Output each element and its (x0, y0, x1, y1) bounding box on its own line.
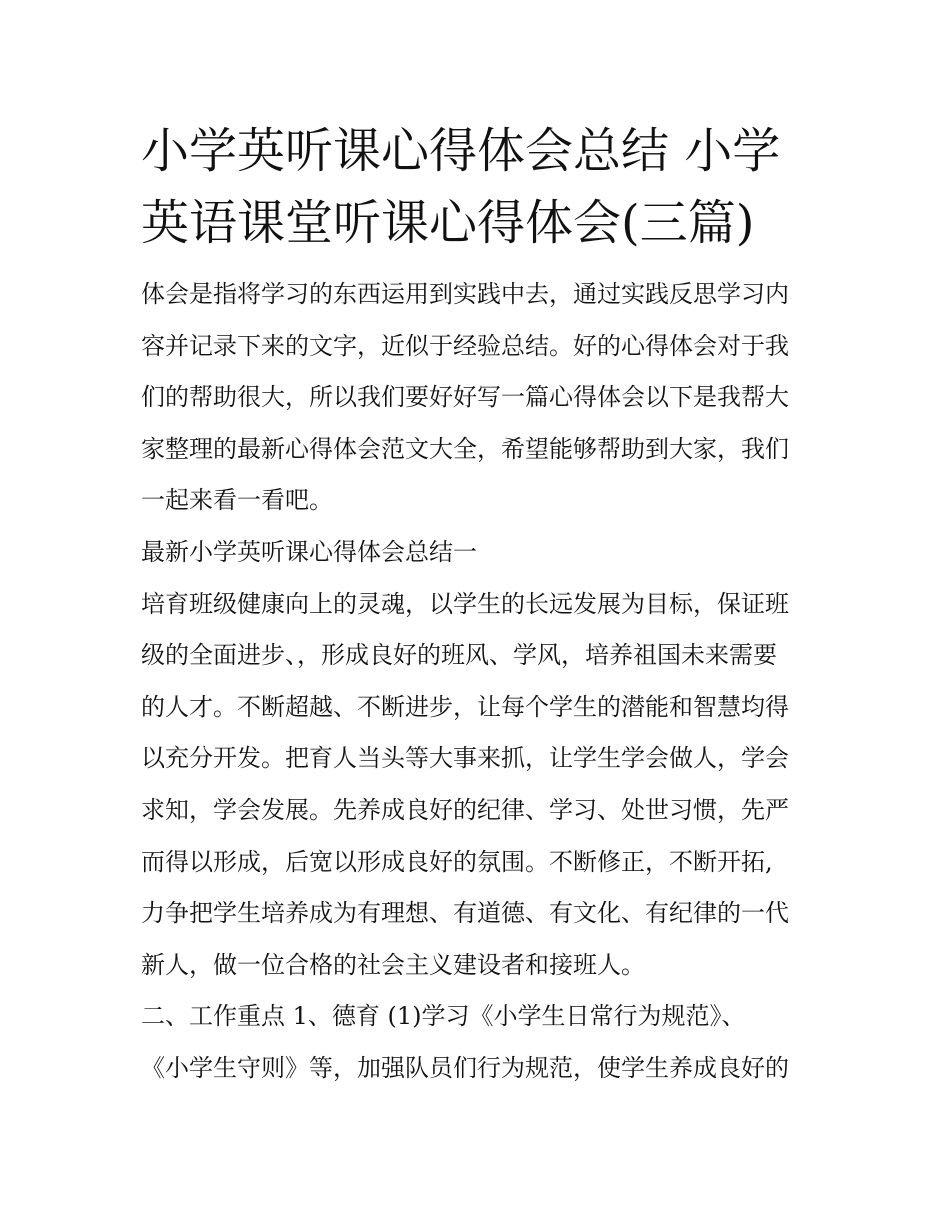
document-title (141, 115, 813, 259)
section-heading: 最新小学英听课心得体会总结一 (141, 537, 477, 566)
text-line: 力争把学生培养成为有理想、有道德、有文化、有纪律的一代 (141, 899, 789, 928)
text-line: 求知，学会发展。先养成良好的纪律、学习、处世习惯，先严 (141, 795, 789, 824)
document-content (141, 115, 813, 1095)
text-line: 们的帮助很大，所以我们要好好写一篇心得体会以下是我帮大 (141, 383, 789, 412)
text-line: 体会是指将学习的东西运用到实践中去，通过实践反思学习内 (141, 280, 789, 308)
text-line: 家整理的最新心得体会范文大全，希望能够帮助到大家，我们 (141, 434, 789, 463)
title-line-2: 英语课堂听课心得体会(三篇) (141, 195, 755, 251)
text-line: 新人，做一位合格的社会主义建设者和接班人。 (141, 950, 645, 979)
document-body (141, 269, 813, 1095)
text-line: 而得以形成，后宽以形成良好的氛围。不断修正，不断开拓, (141, 847, 773, 876)
text-line: 一起来看一看吧。 (141, 486, 333, 515)
text-line: 培育班级健康向上的灵魂，以学生的长远发展为目标，保证班 (141, 589, 789, 618)
text-line: 以充分开发。把育人当头等大事来抓，让学生学会做人，学会 (141, 744, 789, 773)
text-line: 级的全面进步、，形成良好的班风、学风，培养祖国未来需要 (141, 641, 777, 670)
text-line: 容并记录下来的文字，近似于经验总结。好的心得体会对于我 (141, 331, 789, 360)
text-line: 二、工作重点 1、德育 (1)学习《小学生日常行为规范》、 (141, 1002, 746, 1031)
text-line: 《小学生守则》等，加强队员们行为规范，使学生养成良好的 (141, 1053, 789, 1082)
title-line-1: 小学英听课心得体会总结 小学 (141, 123, 781, 179)
text-line: 的人才。不断超越、不断进步，让每个学生的潜能和智慧均得 (141, 692, 789, 721)
